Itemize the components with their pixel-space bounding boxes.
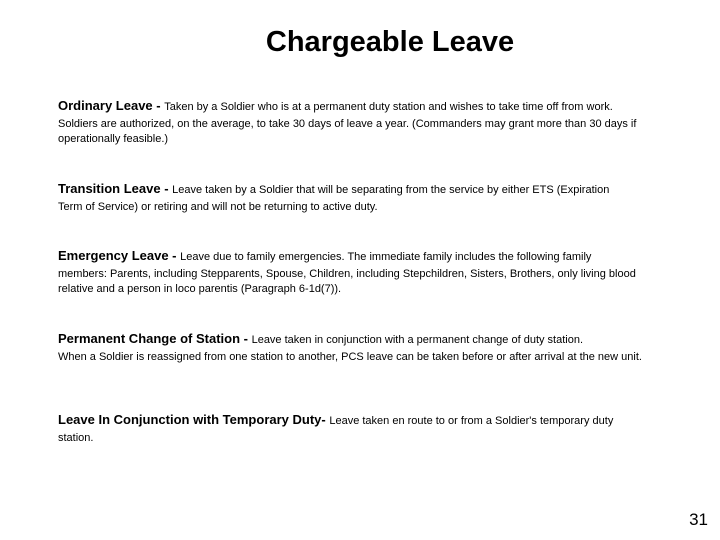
section-first-line xyxy=(58,99,668,114)
section-leave-with-temporary-duty xyxy=(58,413,668,446)
section-lead: Leave taken by a Soldier that will be separating from the service by either ETS (Expiration xyxy=(172,184,610,196)
section-lead: Leave taken in conjunction with a permanent change of duty station. xyxy=(251,334,584,346)
section-description: Term of Service) or retiring and will not be returning to active duty. xyxy=(58,201,378,213)
section-transition-leave xyxy=(58,182,668,215)
section-term: Ordinary Leave - xyxy=(58,98,165,113)
section-first-line xyxy=(58,332,668,347)
section-description: Soldiers are authorized, on the average, to take 30 days of leave a year. (Commanders may grant more than 30 days if operationally feasible.) xyxy=(58,118,637,145)
section-first-line xyxy=(58,182,668,197)
section-first-line xyxy=(58,249,668,264)
section-term: Transition Leave - xyxy=(58,181,173,196)
section-description: members: Parents, including Stepparents, Spouse, Children, including Stepchildren, Sisters, Brothers, only living blood relative and a person in loco parentis (Paragraph 6-1d(7)). xyxy=(58,268,636,295)
section-term: Permanent Change of Station - xyxy=(58,331,252,346)
section-description: When a Soldier is reassigned from one station to another, PCS leave can be taken before or after arrival at the new unit. xyxy=(58,351,642,363)
section-term: Leave In Conjunction with Temporary Duty- xyxy=(58,412,330,427)
section-description: station. xyxy=(58,432,94,444)
section-first-line xyxy=(58,413,668,428)
page-number: 31 xyxy=(689,510,708,529)
section-lead: Leave taken en route to or from a Soldier's temporary duty xyxy=(329,415,614,427)
section-lead: Taken by a Soldier who is at a permanent duty station and wishes to take time off from work. xyxy=(164,101,613,113)
section-lead: Leave due to family emergencies. The immediate family includes the following family xyxy=(180,251,592,263)
section-emergency-leave xyxy=(58,249,668,297)
section-permanent-change-of-station xyxy=(58,332,668,365)
page-title: Chargeable Leave xyxy=(265,26,515,58)
section-ordinary-leave xyxy=(58,99,668,147)
section-term: Emergency Leave - xyxy=(58,248,181,263)
